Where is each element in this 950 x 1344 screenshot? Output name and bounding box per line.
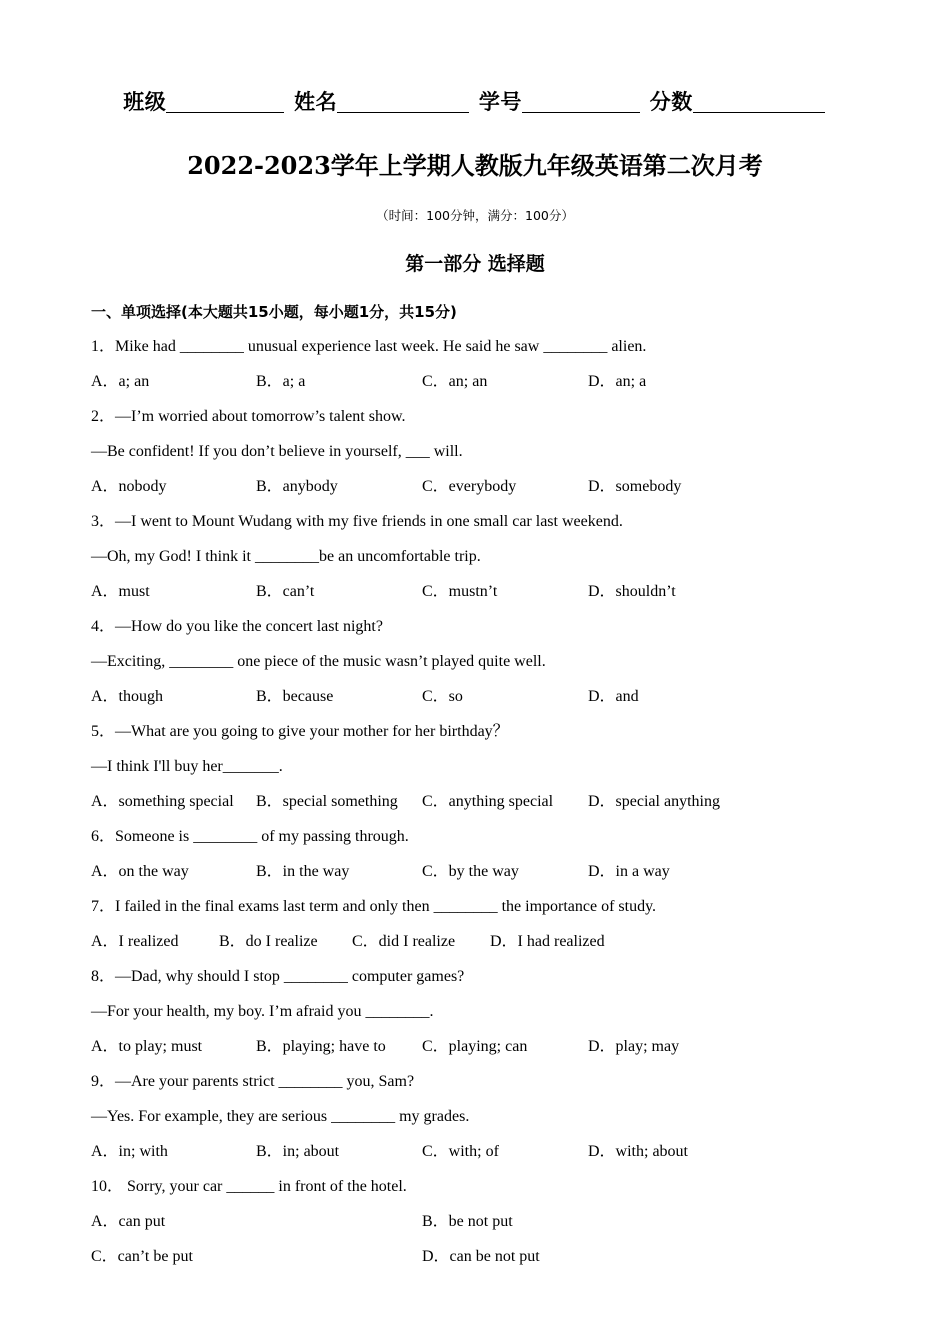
q10-option-c: C．can’t be put [91, 1248, 193, 1265]
q1-option-a: A．a; an [91, 373, 150, 390]
q10-option-d: D．can be not put [422, 1248, 540, 1265]
q1-option-d: D．an; a [588, 373, 647, 390]
name-label: 姓名 [294, 90, 338, 114]
q3-option-a: A．must [91, 583, 150, 600]
q5-option-c: C．anything special [422, 793, 554, 810]
q7-option-b: B．do I realize [219, 933, 318, 950]
question-4-reply: —Exciting, ________ one piece of the music wasn’t played quite well. [91, 653, 546, 670]
student-id-label: 学号 [478, 90, 522, 114]
q9-option-a: A．in; with [91, 1143, 168, 1160]
name-blank [337, 90, 469, 113]
question-5-reply: —I think I'll buy her_______. [91, 758, 283, 775]
q3-option-d: D．shouldn’t [588, 583, 676, 600]
q6-option-a: A．on the way [91, 863, 189, 880]
q3-option-b: B．can’t [256, 583, 315, 600]
q6-option-c: C．by the way [422, 863, 519, 880]
q6-option-d: D．in a way [588, 863, 670, 880]
exam-subtitle: （时间：100分钟，满分：100分） [376, 208, 574, 223]
section-title: 一、单项选择(本大题共15小题，每小题1分，共15分) [91, 303, 457, 321]
q7-option-c: C．did I realize [352, 933, 456, 950]
q7-option-d: D．I had realized [490, 933, 605, 950]
class-blank [166, 90, 284, 113]
q3-option-c: C．mustn’t [422, 583, 498, 600]
question-2-reply: —Be confident! If you don’t believe in yourself, ___ will. [91, 443, 463, 460]
question-8: 8．—Dad, why should I stop ________ computer games? [91, 968, 465, 985]
student-id-blank [522, 90, 640, 113]
question-9: 9．—Are your parents strict ________ you, Sam? [91, 1073, 415, 1090]
q9-option-b: B．in; about [256, 1143, 340, 1160]
q4-option-a: A．though [91, 688, 164, 705]
question-10: 10． Sorry, your car ______ in front of the hotel. [91, 1178, 407, 1195]
q2-option-a: A．nobody [91, 478, 167, 495]
q8-option-d: D．play; may [588, 1038, 680, 1055]
q5-option-b: B．special something [256, 793, 398, 810]
question-8-reply: —For your health, my boy. I’m afraid you ________. [91, 1003, 434, 1020]
q1-option-c: C．an; an [422, 373, 488, 390]
q1-option-b: B．a; a [256, 373, 306, 390]
q5-option-d: D．special anything [588, 793, 720, 810]
question-9-reply: —Yes. For example, they are serious ________ my grades. [91, 1108, 470, 1125]
q9-option-d: D．with; about [588, 1143, 688, 1160]
q2-option-d: D．somebody [588, 478, 682, 495]
score-label: 分数 [649, 90, 693, 114]
question-3: 3．—I went to Mount Wudang with my five friends in one small car last weekend. [91, 513, 623, 530]
q9-option-c: C．with; of [422, 1143, 499, 1160]
question-3-reply: —Oh, my God! I think it ________be an uncomfortable trip. [91, 548, 481, 565]
score-blank [693, 90, 825, 113]
q2-option-b: B．anybody [256, 478, 338, 495]
q8-option-a: A．to play; must [91, 1038, 203, 1055]
q4-option-d: D．and [588, 688, 639, 705]
q4-option-c: C．so [422, 688, 463, 705]
exam-title: 2022-2023学年上学期人教版九年级英语第二次月考 [187, 151, 763, 180]
q8-option-c: C．playing; can [422, 1038, 528, 1055]
question-5: 5．—What are you going to give your mother for her birthday？ [91, 723, 509, 740]
q10-option-a: A．can put [91, 1213, 166, 1230]
class-label: 班级 [123, 90, 167, 114]
question-7: 7．I failed in the final exams last term and only then ________ the importance of study. [91, 898, 657, 915]
question-2: 2．—I’m worried about tomorrow’s talent show. [91, 408, 406, 425]
question-4: 4．—How do you like the concert last night? [91, 618, 383, 635]
q4-option-b: B．because [256, 688, 334, 705]
q8-option-b: B．playing; have to [256, 1038, 386, 1055]
q7-option-a: A．I realized [91, 933, 179, 950]
q5-option-a: A．something special [91, 793, 234, 810]
q6-option-b: B．in the way [256, 863, 350, 880]
q2-option-c: C．everybody [422, 478, 517, 495]
part-title: 第一部分 选择题 [405, 253, 545, 275]
question-6: 6．Someone is ________ of my passing through. [91, 828, 409, 845]
question-1: 1．Mike had ________ unusual experience last week. He said he saw ________ alien. [91, 338, 647, 355]
q10-option-b: B．be not put [422, 1213, 513, 1230]
student-info-header [0, 86, 950, 116]
